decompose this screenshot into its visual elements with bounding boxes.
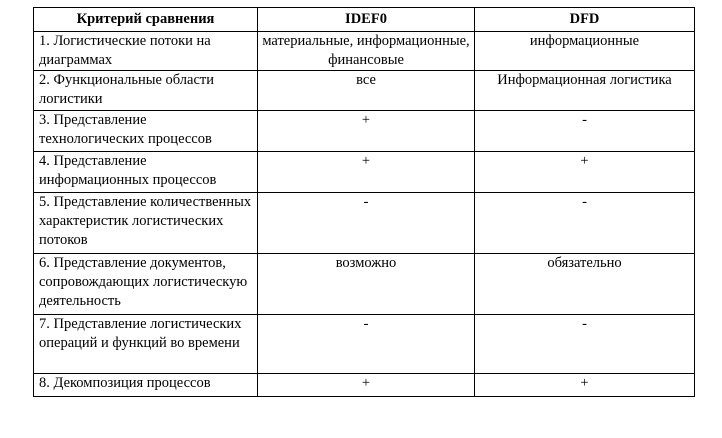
comparison-table — [33, 7, 695, 397]
table-row — [34, 152, 695, 193]
dfd-cell: + — [475, 374, 695, 397]
criterion-cell: 7. Представление логистических операций и функций во времени — [34, 315, 258, 374]
idef0-cell: все — [258, 71, 475, 111]
idef0-cell: + — [258, 374, 475, 397]
header-idef0: IDEF0 — [258, 8, 475, 32]
table-row — [34, 374, 695, 397]
idef0-cell: + — [258, 111, 475, 152]
idef0-cell: материальные, информационные, финансовые — [258, 32, 475, 71]
table-row — [34, 32, 695, 71]
criterion-cell: 5. Представление количественных характеристик логистических потоков — [34, 193, 258, 254]
dfd-cell: обязательно — [475, 254, 695, 315]
criterion-cell: 8. Декомпозиция процессов — [34, 374, 258, 397]
criterion-cell: 1. Логистические потоки на диаграммах — [34, 32, 258, 71]
criterion-cell: 2. Функциональные области логистики — [34, 71, 258, 111]
idef0-cell: - — [258, 193, 475, 254]
header-dfd: DFD — [475, 8, 695, 32]
idef0-cell: - — [258, 315, 475, 374]
table-row — [34, 193, 695, 254]
table-row — [34, 254, 695, 315]
idef0-cell: + — [258, 152, 475, 193]
idef0-cell: возможно — [258, 254, 475, 315]
dfd-cell: информационные — [475, 32, 695, 71]
criterion-cell: 4. Представление информационных процессов — [34, 152, 258, 193]
criterion-cell: 6. Представление документов, сопровождающих логистическую деятельность — [34, 254, 258, 315]
header-criterion: Критерий сравнения — [34, 8, 258, 32]
dfd-cell: Информационная логистика — [475, 71, 695, 111]
table-row — [34, 111, 695, 152]
dfd-cell: - — [475, 315, 695, 374]
table-row — [34, 315, 695, 374]
dfd-cell: - — [475, 193, 695, 254]
table-header-row — [34, 8, 695, 32]
dfd-cell: + — [475, 152, 695, 193]
criterion-cell: 3. Представление технологических процессов — [34, 111, 258, 152]
dfd-cell: - — [475, 111, 695, 152]
table-row — [34, 71, 695, 111]
